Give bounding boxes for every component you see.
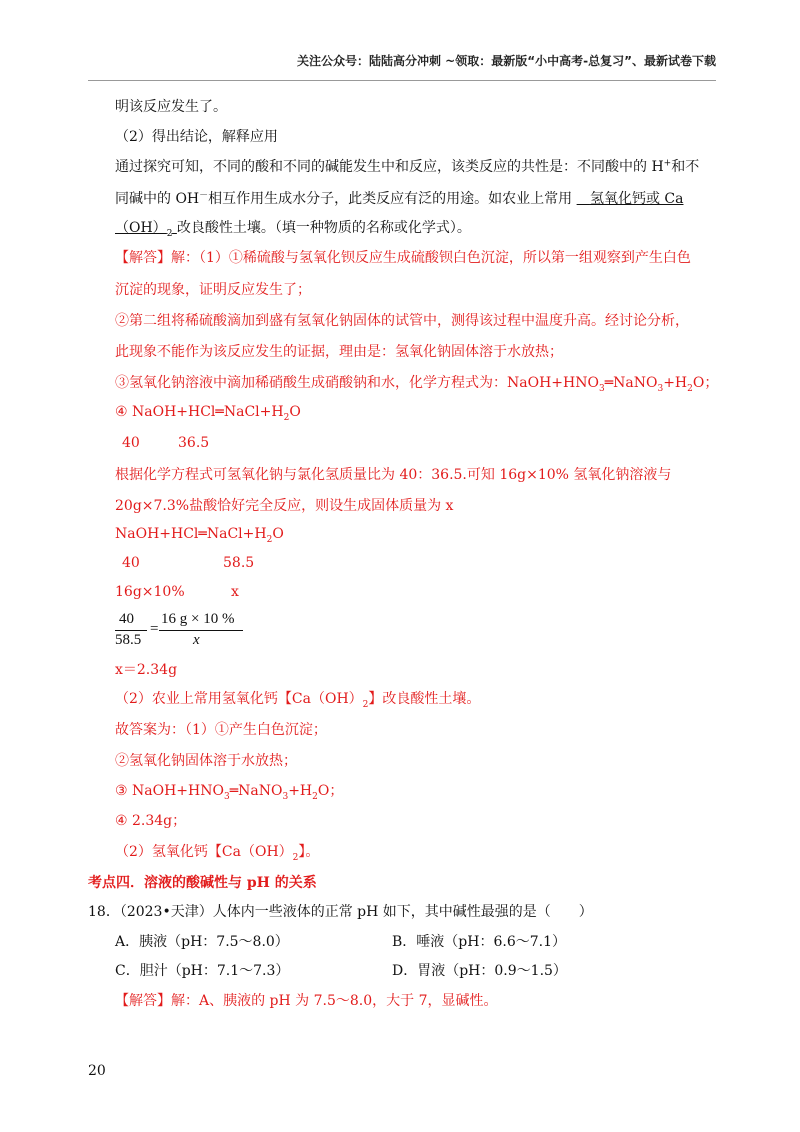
equals-sign: = — [150, 621, 159, 637]
solution-line: 【解答】解：（1）①稀硫酸与氢氧化钡反应生成硫酸钡白色沉淀，所以第一组观察到产生白色 — [115, 250, 691, 266]
section-heading: 考点四．溶液的酸碱性与 pH 的关系 — [88, 875, 317, 891]
solution-line: ④ $NaOH+HCl═NaCl+H_2O$ — [115, 404, 301, 423]
solution-line: 故答案为：（1）①产生白色沉淀； — [115, 722, 327, 738]
fraction-denominator: 58.5 — [115, 632, 142, 648]
text-line: 同碱中的 OH－相互作用生成水分子，此类反应有泛的用途。如农业上常用 氢氧化钙或 Ca — [115, 190, 684, 207]
solution-line: 【解答】解：A、胰液的 pH 为 7.5～8.0，大于 7，显碱性。 — [115, 993, 498, 1009]
text-line: （2）得出结论，解释应用 — [115, 129, 278, 145]
solution-line: 根据化学方程式可氢氧化钠与氯化氢质量比为 40：36.5.可知 16g×10% 氢氧化钠溶液与 — [115, 467, 672, 483]
text-line: 明该反应发生了。 — [115, 99, 227, 115]
fraction-bar — [159, 630, 243, 631]
solution-value: 40 — [122, 435, 140, 451]
question-text: 18．（2023•天津）人体内一些液体的正常 pH 如下，其中碱性最强的是（ ） — [88, 904, 593, 920]
solution-line: ②第二组将稀硫酸滴加到盛有氢氧化钠固体的试管中，测得该过程中温度升高。经讨论分析， — [115, 313, 689, 329]
solution-line: x＝2.34g — [115, 662, 178, 678]
solution-value: 36.5 — [178, 435, 210, 451]
solution-line: 此现象不能作为该反应发生的证据，理由是：氢氧化钠固体溶于水放热； — [115, 344, 563, 360]
page-header: 关注公众号：陆陆高分冲刺 ~领取：最新版“小中高考-总复习”、最新试卷下载 — [297, 54, 716, 68]
page-number: 20 — [88, 1063, 106, 1079]
solution-value: x — [231, 584, 239, 600]
option-a: A．胰液（pH：7.5～8.0） — [115, 934, 289, 950]
solution-line: $NaOH+HCl═NaCl+H_2O$ — [115, 526, 284, 545]
solution-line: （2）农业上常用氢氧化钙【$Ca(OH)_2$】改良酸性土壤。 — [115, 691, 481, 710]
solution-line: 沉淀的现象，证明反应发生了； — [115, 282, 311, 298]
option-c: C．胆汁（pH：7.1～7.3） — [115, 963, 290, 979]
solution-value: 58.5 — [223, 555, 255, 571]
solution-line: 20g×7.3%盐酸恰好完全反应，则设生成固体质量为 x — [115, 498, 454, 514]
filled-answer: 氢氧化钙或 Ca — [589, 191, 684, 207]
solution-line: ④ 2.34g； — [115, 813, 187, 829]
header-divider — [88, 80, 716, 81]
fraction-numerator: 40 — [119, 611, 134, 627]
solution-line: ③ $NaOH+HNO_3═NaNO_3+H_2O$； — [115, 783, 344, 802]
solution-value: 40 — [122, 555, 140, 571]
solution-line: ②氢氧化钠固体溶于水放热； — [115, 753, 297, 769]
option-b: B．唾液（pH：6.6～7.1） — [392, 934, 566, 950]
ratio-equation — [115, 611, 245, 651]
solution-line: （2）氢氧化钙【$Ca(OH)_2$】。 — [115, 844, 320, 863]
text-line: 通过探究可知，不同的酸和不同的碱能发生中和反应，该类反应的共性是：不同酸中的 H+和不 — [115, 158, 700, 175]
text-line: $(OH)_2$ 改良酸性土壤。（填一种物质的名称或化学式）。 — [115, 220, 471, 239]
fraction-bar — [115, 630, 147, 631]
solution-line: ③氢氧化钠溶液中滴加稀硝酸生成硝酸钠和水，化学方程式为：$NaOH+HNO_3═NaNO_3+H_2O$； — [115, 375, 719, 394]
filled-answer-cont: $(OH)_2$ — [115, 220, 173, 239]
option-d: D．胃液（pH：0.9～1.5） — [392, 963, 567, 979]
fraction-denominator: x — [193, 632, 200, 648]
solution-value: 16g×10% — [115, 584, 185, 600]
fraction-numerator: 16 g × 10 % — [161, 611, 235, 627]
